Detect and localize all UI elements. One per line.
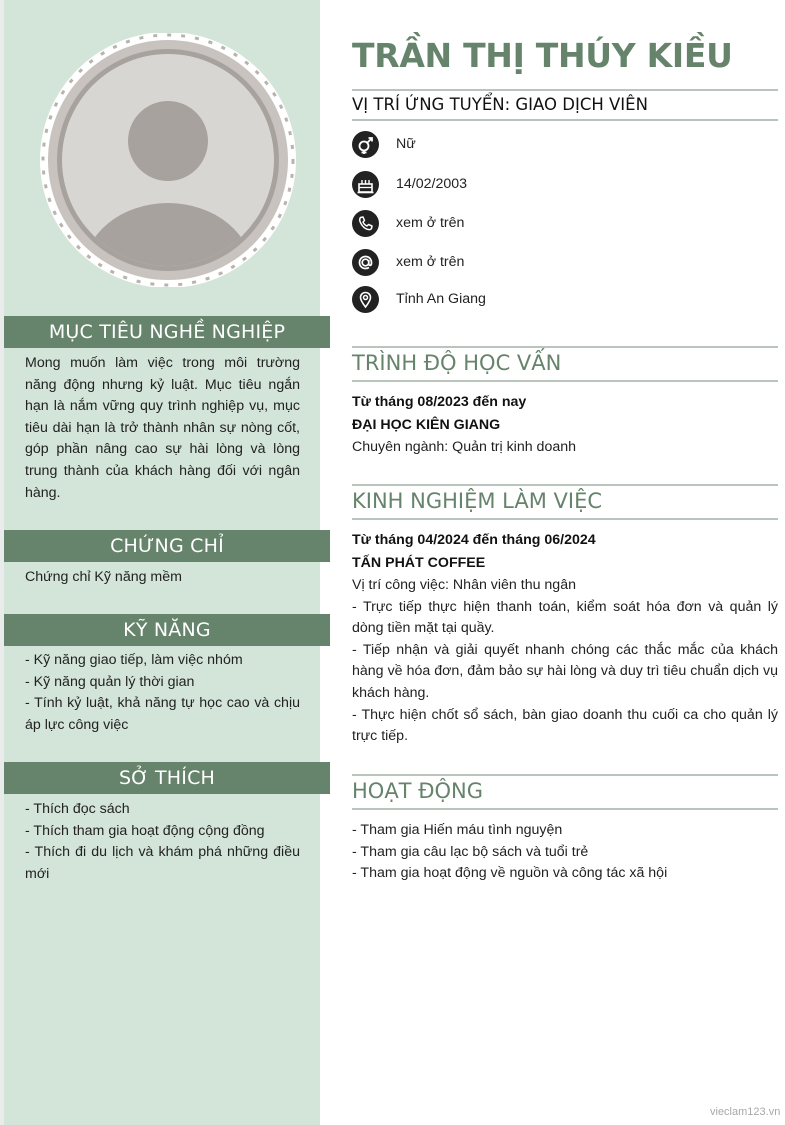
applied-position: VỊ TRÍ ỨNG TUYỂN: GIAO DỊCH VIÊN xyxy=(352,95,648,114)
skills-list xyxy=(25,650,300,736)
activity-item: - Tham gia Hiến máu tình nguyện xyxy=(352,822,563,838)
email-value: xem ở trên xyxy=(396,254,465,270)
divider xyxy=(352,119,778,121)
divider xyxy=(352,484,778,486)
location-pin-icon xyxy=(352,286,379,313)
candidate-name: TRẦN THỊ THÚY KIỀU xyxy=(352,36,733,75)
education-major: Chuyên ngành: Quản trị kinh doanh xyxy=(352,439,577,455)
avatar xyxy=(38,33,298,287)
experience-company: TẤN PHÁT COFFEE xyxy=(352,555,486,571)
divider xyxy=(352,808,778,810)
experience-role: Vị trí công việc: Nhân viên thu ngân xyxy=(352,577,576,593)
email-at-icon xyxy=(352,249,379,276)
education-school: ĐẠI HỌC KIÊN GIANG xyxy=(352,417,501,433)
avatar-placeholder-icon xyxy=(38,33,298,287)
experience-details xyxy=(352,575,778,748)
birthday-value: 14/02/2003 xyxy=(396,176,468,192)
birthday-cake-icon xyxy=(352,171,379,198)
objective-header: MỤC TIÊU NGHỀ NGHIỆP xyxy=(4,316,330,348)
watermark: vieclam123.vn xyxy=(710,1106,781,1118)
skill-item: - Kỹ năng quản lý thời gian xyxy=(25,673,195,690)
experience-duty: - Trực tiếp thực hiện thanh toán, kiểm soát hóa đơn và quản lý dòng tiền mặt tại quầy. xyxy=(352,598,778,637)
education-title: TRÌNH ĐỘ HỌC VẤN xyxy=(352,351,562,375)
activities-list xyxy=(352,820,778,885)
skill-item: - Tính kỷ luật, khả năng tự học cao và chịu áp lực công việc xyxy=(25,695,300,733)
gender-icon xyxy=(352,131,379,158)
education-period: Từ tháng 08/2023 đến nay xyxy=(352,394,527,410)
divider xyxy=(352,380,778,382)
experience-title: KINH NGHIỆM LÀM VIỆC xyxy=(352,489,603,513)
certificate-item: Chứng chỉ Kỹ năng mềm xyxy=(25,569,182,585)
skills-header: KỸ NĂNG xyxy=(4,614,330,646)
experience-period: Từ tháng 04/2024 đến tháng 06/2024 xyxy=(352,532,596,548)
activity-item: - Tham gia hoạt động về nguồn và công tác xã hội xyxy=(352,865,668,882)
phone-icon xyxy=(352,210,379,237)
gender-value: Nữ xyxy=(396,136,416,152)
hobby-item: - Thích đi du lịch và khám phá những điều mới xyxy=(25,844,300,882)
divider xyxy=(352,518,778,520)
location-value: Tỉnh An Giang xyxy=(396,291,486,307)
activity-item: - Tham gia câu lạc bộ sách và tuổi trẻ xyxy=(352,843,589,860)
objective-text: Mong muốn làm việc trong môi trường năng động nhưng kỷ luật. Mục tiêu ngắn hạn là nắm vững quy trình nghiệp vụ, mục tiêu dài hạn là trở thành nhân sự nòng cốt, góp phần nâng cao sự hài lòng và lòng trung thành của khách hàng đối với ngân hàng. xyxy=(25,355,300,501)
hobbies-header: SỞ THÍCH xyxy=(4,762,330,794)
certificates-list xyxy=(25,567,300,589)
hobby-item: - Thích đọc sách xyxy=(25,801,130,817)
hobby-item: - Thích tham gia hoạt động cộng đồng xyxy=(25,822,265,839)
certificates-header: CHỨNG CHỈ xyxy=(4,530,330,562)
divider xyxy=(352,774,778,776)
skill-item: - Kỹ năng giao tiếp, làm việc nhóm xyxy=(25,652,243,668)
experience-duty: - Tiếp nhận và giải quyết nhanh chóng các thắc mắc của khách hàng về hóa đơn, đảm bảo sự hài lòng và duy trì tiêu chuẩn dịch vụ khách hàng. xyxy=(352,641,778,701)
experience-duty: - Thực hiện chốt sổ sách, bàn giao doanh thu cuối ca cho quản lý trực tiếp. xyxy=(352,706,778,745)
divider xyxy=(352,346,778,348)
hobbies-list xyxy=(25,799,300,885)
divider xyxy=(352,89,778,91)
phone-value: xem ở trên xyxy=(396,215,465,231)
activities-title: HOẠT ĐỘNG xyxy=(352,779,483,803)
